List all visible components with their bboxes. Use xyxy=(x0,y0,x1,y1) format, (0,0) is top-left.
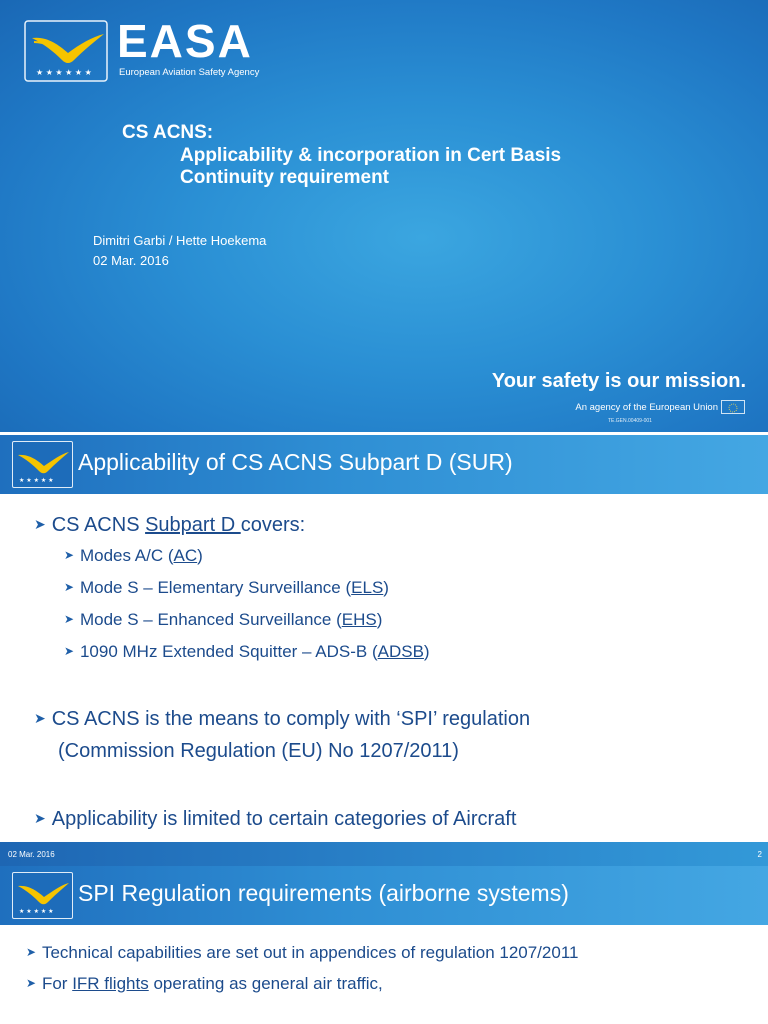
bullet-arrow-icon: ➤ xyxy=(26,945,36,959)
sub-item-text: ) xyxy=(383,578,389,597)
svg-text:★ ★ ★ ★ ★: ★ ★ ★ ★ ★ xyxy=(19,477,54,484)
bullet-spi-regulation-cont: (Commission Regulation (EU) No 1207/2011) xyxy=(58,740,459,762)
sub-item-text: Mode S – Elementary Surveillance ( xyxy=(79,578,352,597)
bullet-arrow-icon: ➤ xyxy=(34,810,46,826)
title-slide xyxy=(0,0,768,432)
slide2-footer xyxy=(0,842,768,866)
slide2-title: Applicability of CS ACNS Subpart D (SUR) xyxy=(78,449,513,475)
easa-bird-logo-icon xyxy=(12,441,73,488)
sub-item-text: Modes A/C ( xyxy=(79,546,174,565)
subpart-d-link[interactable]: Subpart D xyxy=(145,514,241,536)
authors: Dimitri Garbi / Hette Hoekema xyxy=(93,233,267,248)
bullet-arrow-icon: ➤ xyxy=(64,548,74,562)
bullet-text: operating as general air traffic, xyxy=(148,974,383,993)
svg-text:★ ★ ★ ★ ★ ★: ★ ★ ★ ★ ★ ★ xyxy=(36,68,92,77)
sub-item-text: ) xyxy=(376,610,383,629)
title-line-3: Continuity requirement xyxy=(180,167,390,188)
bullet-arrow-icon: ➤ xyxy=(26,976,36,990)
motto: Your safety is our mission. xyxy=(491,370,746,392)
slide3-title: SPI Regulation requirements (airborne systems) xyxy=(78,880,569,906)
slide2-body xyxy=(0,494,768,842)
title-line-1: CS ACNS: xyxy=(122,122,214,143)
bullet-text: CS ACNS is the means to comply with ‘SPI’ regulation xyxy=(51,708,531,730)
sub-item-adsb xyxy=(64,642,430,662)
sub-item-ehs xyxy=(64,610,382,630)
document-reference: TE.GEN.00409-001 xyxy=(608,418,652,424)
easa-wordmark: EASA xyxy=(117,15,253,67)
bullet-subpart-d xyxy=(34,514,305,537)
adsb-link[interactable]: ADSB xyxy=(377,642,424,661)
bullet-arrow-icon: ➤ xyxy=(64,644,74,658)
agency-line: An agency of the European Union xyxy=(575,402,718,413)
slide3-header xyxy=(0,866,768,925)
bullet-applicability xyxy=(34,808,516,831)
bullet-text: CS ACNS xyxy=(51,514,146,536)
sub-item-ac xyxy=(64,546,203,566)
sub-item-text: ) xyxy=(423,642,430,661)
sub-item-text: Mode S – Enhanced Surveillance ( xyxy=(79,610,342,629)
title-line-2: Applicability & incorporation in Cert Basis xyxy=(180,145,562,166)
eu-flag-icon xyxy=(721,400,745,414)
bullet-spi-regulation xyxy=(34,708,530,731)
bullet-text: For xyxy=(41,974,73,993)
ac-link[interactable]: AC xyxy=(173,546,198,565)
bullet-ifr-flights xyxy=(26,974,383,994)
bullet-text: covers: xyxy=(240,514,306,536)
sub-item-text: ) xyxy=(197,546,203,565)
presentation-date: 02 Mar. 2016 xyxy=(93,253,169,268)
footer-date: 02 Mar. 2016 xyxy=(8,850,55,859)
bullet-text: Technical capabilities are set out in appendices of regulation 1207/2011 xyxy=(41,943,579,962)
ifr-flights-link[interactable]: IFR flights xyxy=(72,974,149,993)
page-number: 2 xyxy=(757,850,762,859)
slide2-header xyxy=(0,435,768,494)
bullet-technical-capabilities xyxy=(26,943,578,963)
ehs-link[interactable]: EHS xyxy=(341,610,377,629)
sub-item-els xyxy=(64,578,389,598)
els-link[interactable]: ELS xyxy=(351,578,384,597)
bullet-text: Applicability is limited to certain categories of Aircraft xyxy=(51,808,517,830)
svg-text:★ ★ ★ ★ ★: ★ ★ ★ ★ ★ xyxy=(19,908,54,915)
easa-bird-logo-icon xyxy=(12,872,73,919)
bullet-arrow-icon: ➤ xyxy=(34,710,46,726)
slide3-body xyxy=(0,925,768,1024)
sub-item-text: 1090 MHz Extended Squitter – ADS-B ( xyxy=(79,642,378,661)
bullet-arrow-icon: ➤ xyxy=(34,516,46,532)
bullet-arrow-icon: ➤ xyxy=(64,612,74,626)
easa-bird-logo-icon xyxy=(24,20,108,82)
bullet-arrow-icon: ➤ xyxy=(64,580,74,594)
easa-subtitle: European Aviation Safety Agency xyxy=(119,67,260,78)
